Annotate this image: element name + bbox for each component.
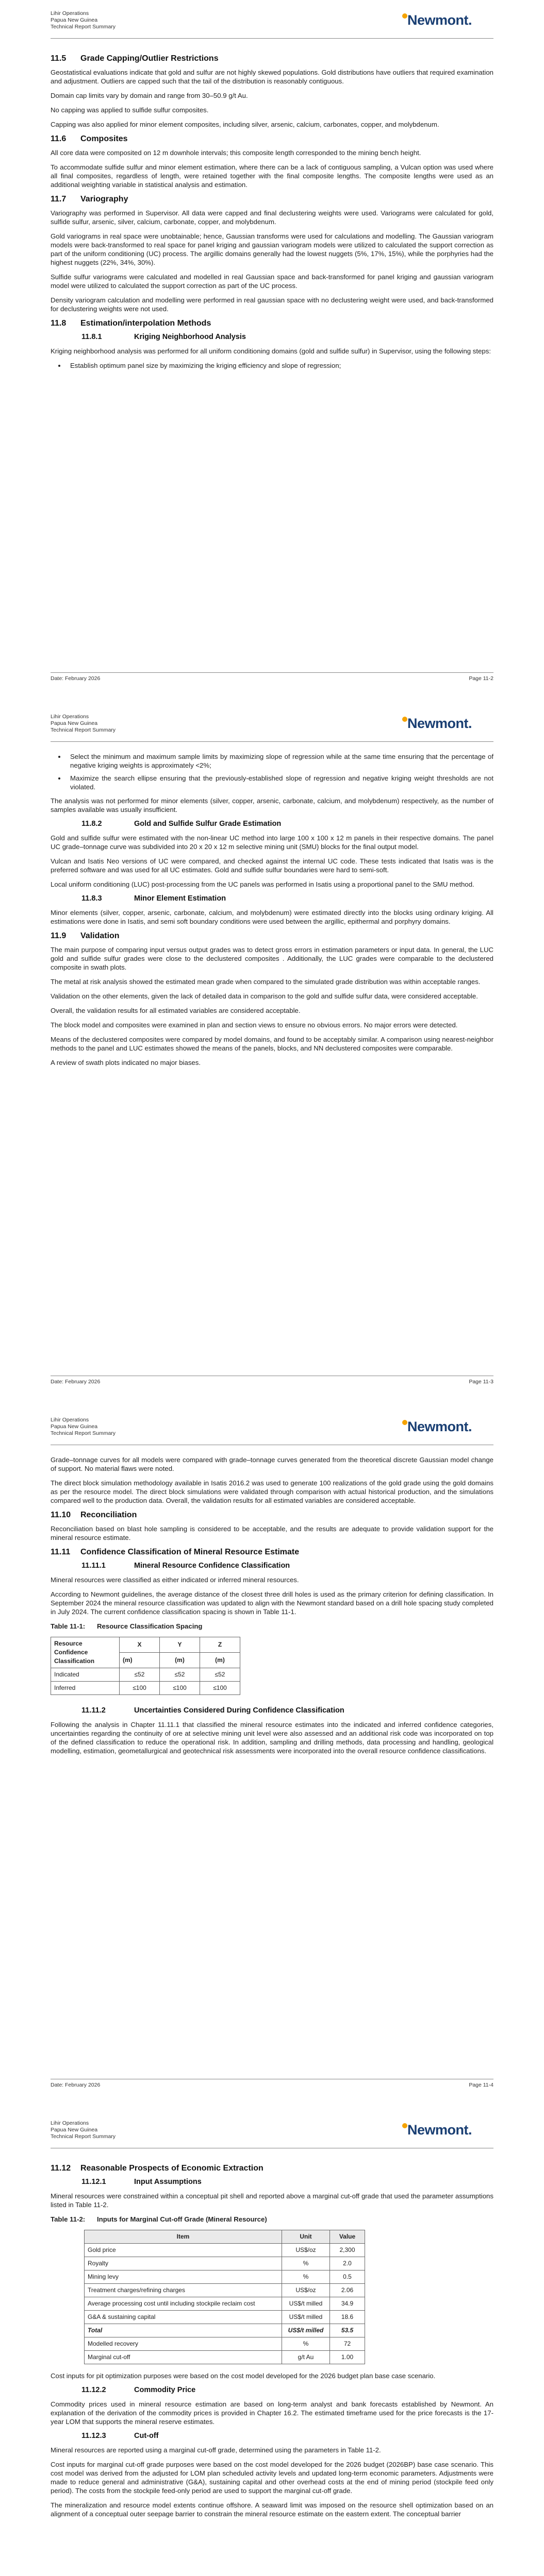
- section-heading: 11.5 Grade Capping/Outlier Restrictions: [51, 54, 219, 63]
- footer-page-number: Page 11-2: [469, 675, 493, 682]
- table-header: X: [120, 1637, 160, 1653]
- cutoff-inputs-table: [84, 2230, 365, 2364]
- logo-dot-icon: [402, 717, 407, 722]
- paragraph: Gold and sulfide sulfur were estimated with the non-linear UC method into large 100 x 100 x 12 m panels in their respective domains. The panel UC grade–tonnage curve was subdivided into 20 x 20 x 12 m selective mining unit (SMU) blocks for the final output model.: [51, 834, 493, 851]
- table-row: Indicated ≤52 ≤52 ≤52: [51, 1668, 240, 1682]
- section-heading: 11.9 Validation: [51, 931, 120, 940]
- page-header: [51, 714, 116, 734]
- page-header: [51, 1417, 116, 1437]
- paragraph: Gold variograms in real space were unobtainable; hence, Gaussian transforms were used for calculations and modelling. The Gaussian variogram models were back-transformed to real space for panel kriging and gaussian variogram models were utilized to calculated the support correction as part of the uniform conditioning (UC) process. The argillic domains generally had the lowest nuggets (5%, 17%, 15%), while the porphyries had the highest nuggets (22%, 34%, 30%).: [51, 232, 493, 266]
- header-line: Papua New Guinea: [51, 1423, 98, 1430]
- newmont-logo: Newmont.: [402, 12, 472, 28]
- paragraph: The mineralization and resource model extents continue offshore. A seaward limit was imposed on the resource shell optimization based on an alignment of a conceptual outer seepage barrier to constrain the mineral resource estimate on the eastern extent. The conceptual barrier: [51, 2501, 493, 2518]
- section-heading: 11.7 Variography: [51, 195, 128, 204]
- table-row: Gold price US$/oz 2,300: [85, 2244, 365, 2257]
- page-content: [51, 1455, 493, 1761]
- paragraph: The metal at risk analysis showed the estimated mean grade when compared to the simulated grade distribution was within acceptable ranges.: [51, 978, 481, 986]
- logo-dot-icon: [402, 13, 407, 19]
- page-11-3: [0, 703, 544, 1406]
- footer-date: Date: February 2026: [51, 2082, 101, 2088]
- table-header: (m): [160, 1653, 200, 1668]
- subsection-heading: 11.11.1 Mineral Resource Confidence Classification: [81, 1562, 290, 1570]
- bullet-list: [51, 752, 493, 791]
- subsection-heading: 11.12.3 Cut-off: [81, 2432, 159, 2440]
- table-caption: Table 11-1: Resource Classification Spacing: [51, 1622, 203, 1630]
- table-row-total: Total US$/t milled 53.5: [85, 2324, 365, 2337]
- list-item: • Establish optimum panel size by maximizing the kriging efficiency and slope of regression;: [66, 361, 493, 370]
- section-heading: 11.11 Confidence Classification of Mineral Resource Estimate: [51, 1548, 300, 1556]
- table-header: (m): [120, 1653, 160, 1668]
- bullet-list: [51, 361, 493, 370]
- table-row: Marginal cut-off g/t Au 1.00: [85, 2351, 365, 2364]
- page-content: [51, 752, 493, 1073]
- table-row: Royalty % 2.0: [85, 2257, 365, 2270]
- table-row: Average processing cost until including stockpile reclaim cost US$/t milled 34.9: [85, 2297, 365, 2311]
- table-header: Resource Confidence Classification: [51, 1637, 120, 1668]
- page-content: [51, 49, 493, 375]
- footer-page-number: Page 11-3: [469, 1379, 493, 1385]
- paragraph: The direct block simulation methodology available in Isatis 2016.2 was used to generate 100 realizations of the gold grade using the gold domains as per the resource model. The direct block simulations were validated through comparison with actual historical production, and the simulations compared well to the production data. Overall, the validation results for all estimated variables are considered acceptable.: [51, 1479, 493, 1504]
- paragraph: Density variogram calculation and modelling were performed in real gaussian space with no declustering weight were used, and back-transformed for declustering weights were not used.: [51, 296, 493, 313]
- paragraph: Overall, the validation results for all estimated variables are considered acceptable.: [51, 1007, 301, 1014]
- page-footer: [51, 2079, 493, 2088]
- header-line: Lihir Operations: [51, 2120, 89, 2126]
- header-line: Lihir Operations: [51, 714, 89, 720]
- logo-dot-icon: [402, 1420, 407, 1425]
- page-11-4: [0, 1406, 544, 2110]
- paragraph: All core data were composited on 12 m downhole intervals; this composite length corresponded to the mining bench height.: [51, 149, 421, 157]
- paragraph: Cost inputs for pit optimization purposes were based on the cost model developed for the 2026 budget plan base case scenario.: [51, 2372, 436, 2380]
- page-11-5: [0, 2110, 544, 2576]
- paragraph: Cost inputs for marginal cut-off grade purposes were based on the cost model developed for the 2026 budget (2026BP) base case scenario. This cost model was derived from the adjusted for LOM plan scheduled activity levels and updated long-term economic parameters. Adjustments were made to reduce general and administrative (G&A), sustaining capital and other overhead costs at the end of mining period (stockpile feed only period). The costs from the stockpile feed-only period are used to support the marginal cut-off grade.: [51, 2461, 493, 2495]
- paragraph: Validation on the other elements, given the lack of detailed data in comparison to the gold and sulfide sulfur data, were considered acceptable.: [51, 992, 478, 1000]
- paragraph: Kriging neighborhood analysis was performed for all uniform conditioning domains (gold and sulfide sulfur) in Supervisor, using the following steps:: [51, 347, 491, 355]
- page-header: [51, 10, 116, 30]
- paragraph: Geostatistical evaluations indicate that gold and sulfur are not highly skewed populations. Gold distributions have outliers that required examination and adjustment. Outliers are capped such that the tail of the distribution is reasonably contiguous.: [51, 69, 493, 85]
- newmont-logo: Newmont.: [402, 1419, 472, 1435]
- page-footer: [51, 1376, 493, 1385]
- page-11-2: [0, 0, 544, 703]
- table-row: G&A & sustaining capital US$/t milled 18.6: [85, 2311, 365, 2324]
- header-line: Technical Report Summary: [51, 1430, 116, 1436]
- subsection-heading: 11.8.1 Kriging Neighborhood Analysis: [81, 333, 246, 341]
- paragraph: Variography was performed in Supervisor. All data were capped and final declustering weights were used. Variograms were calculated for gold, sulfide sulfur, arsenic, silver, calcium, carbonate, copper, and molybdenum.: [51, 209, 493, 226]
- table-header: Unit: [282, 2230, 330, 2244]
- newmont-logo: Newmont.: [402, 2122, 472, 2138]
- paragraph: No capping was applied to sulfide sulfur composites.: [51, 106, 209, 114]
- paragraph: Local uniform conditioning (LUC) post-processing from the UC panels was performed in Isatis using a proportional panel to the SMU method.: [51, 880, 474, 888]
- list-item: • Select the minimum and maximum sample limits by maximizing slope of regression while at the same time ensuring that the percentage of negative kriging weights is approximately <2%;: [66, 752, 493, 770]
- section-heading: 11.6 Composites: [51, 134, 128, 143]
- table-row: Modelled recovery % 72: [85, 2337, 365, 2351]
- paragraph: Grade–tonnage curves for all models were compared with grade–tonnage curves generated from the theoretical discrete Gaussian model change of support. No material flaws were noted.: [51, 1456, 493, 1472]
- table-row: Treatment charges/refining charges US$/oz 2.06: [85, 2284, 365, 2297]
- subsection-heading: 11.8.2 Gold and Sulfide Sulfur Grade Estimation: [81, 820, 282, 828]
- header-divider: [51, 741, 493, 742]
- footer-date: Date: February 2026: [51, 675, 101, 682]
- table-header: Y: [160, 1637, 200, 1653]
- table-row: Inferred ≤100 ≤100 ≤100: [51, 1682, 240, 1695]
- paragraph: Domain cap limits vary by domain and range from 30–50.9 g/t Au.: [51, 92, 248, 99]
- paragraph: Mineral resources were classified as either indicated or inferred mineral resources.: [51, 1576, 299, 1584]
- subsection-heading: 11.12.1 Input Assumptions: [81, 2178, 202, 2186]
- table-header: Item: [85, 2230, 282, 2244]
- paragraph: Minor elements (silver, copper, arsenic, carbonate, calcium, and molybdenum) were estimated directly into the blocks using ordinary kriging. All estimations were done in Isatis, and semi soft boundary conditions were used between the argillic, epithermal and porphyry domains.: [51, 909, 493, 925]
- section-heading: 11.10 Reconciliation: [51, 1511, 137, 1519]
- header-divider: [51, 38, 493, 39]
- paragraph: The analysis was not performed for minor elements (silver, copper, arsenic, carbonate, calcium, and molybdenum) respectively, as the number of samples available was usually insufficient.: [51, 797, 493, 814]
- newmont-logo: Newmont.: [402, 716, 472, 732]
- table-header: Value: [330, 2230, 365, 2244]
- paragraph: Mineral resources are reported using a marginal cut-off grade, determined using the parameters in Table 11-2.: [51, 2446, 381, 2454]
- page-header: [51, 2120, 116, 2140]
- paragraph: Commodity prices used in mineral resource estimation are based on long-term analyst and bank forecasts established by Newmont. An explanation of the derivation of the commodity prices is provided in Chapter 16.2. The estimated timeframe used for the price forecasts is the 17-year LOM that supports the mineral reserve estimates.: [51, 2400, 493, 2426]
- classification-spacing-table: [51, 1637, 240, 1695]
- table-header: Z: [200, 1637, 240, 1653]
- paragraph: According to Newmont guidelines, the average distance of the closest three drill holes is used as the primary criterion for defining classification. In September 2024 the mineral resource classification was updated to align with the Newmont standard based on a drill hole spacing study completed in July 2024. The current confidence classification spacing is shown in Table 11-1.: [51, 1590, 493, 1616]
- footer-page-number: Page 11-4: [469, 2082, 493, 2088]
- list-item: • Maximize the search ellipse ensuring that the previously-established slope of regression and negative kriging weight thresholds are not violated.: [66, 774, 493, 791]
- paragraph: A review of swath plots indicated no major biases.: [51, 1059, 201, 1066]
- section-heading: 11.8 Estimation/interpolation Methods: [51, 319, 211, 328]
- paragraph: The block model and composites were examined in plan and section views to ensure no obvious errors. No major errors were detected.: [51, 1021, 458, 1029]
- header-line: Technical Report Summary: [51, 727, 116, 733]
- header-line: Technical Report Summary: [51, 24, 116, 30]
- header-line: Papua New Guinea: [51, 720, 98, 726]
- header-line: Technical Report Summary: [51, 2133, 116, 2140]
- paragraph: Following the analysis in Chapter 11.11.1 that classified the mineral resource estimates into the indicated and inferred confidence categories, uncertainties regarding the continuity of ore at selective mining unit level were also assessed and an additional risk code was incorporated on top of the defined classification to reduce the operational risk. In addition, sampling and drilling methods, data processing and handling, geological modelling, estimation, geometallurgical and geotechnical risk assessments were incorporated into the overall resource confidence classifications.: [51, 1721, 493, 1755]
- header-line: Papua New Guinea: [51, 17, 98, 23]
- paragraph: Mineral resources were constrained within a conceptual pit shell and reported above a marginal cut-off grade that used the parameter assumptions listed in Table 11-2.: [51, 2192, 493, 2209]
- paragraph: Vulcan and Isatis Neo versions of UC were compared, and checked against the internal UC code. These tests indicated that Isatis was is the preferred software and was used for all UC estimates. Gold and sulfide sulfur boundaries were hard to semi-soft.: [51, 857, 493, 874]
- section-heading: 11.12 Reasonable Prospects of Economic Extraction: [51, 2164, 263, 2173]
- paragraph: Sulfide sulfur variograms were calculated and modelled in real Gaussian space and back-transformed for panel kriging and gaussian variogram model were utilized to calculated the support correction as part of the UC process.: [51, 273, 493, 290]
- page-content: [51, 2159, 493, 2524]
- table-caption: Table 11-2: Inputs for Marginal Cut-off Grade (Mineral Resource): [51, 2215, 267, 2223]
- subsection-heading: 11.11.2 Uncertainties Considered During Confidence Classification: [81, 1706, 344, 1715]
- subsection-heading: 11.8.3 Minor Element Estimation: [81, 894, 226, 903]
- page-footer: [51, 672, 493, 682]
- footer-date: Date: February 2026: [51, 1379, 101, 1385]
- logo-dot-icon: [402, 2123, 407, 2128]
- paragraph: The main purpose of comparing input versus output grades was to detect gross errors in estimation parameters or input data. In general, the LUC gold and sulfide sulfur grades were close to the declustered composites . Additionally, the LUC grades were comparable to the declustered composite in swath plots.: [51, 946, 493, 971]
- table-row: Mining levy % 0.5: [85, 2270, 365, 2284]
- header-line: Lihir Operations: [51, 10, 89, 16]
- paragraph: Capping was also applied for minor element composites, including silver, arsenic, calcium, carbonates, copper, and molybdenum.: [51, 121, 439, 128]
- table-header: (m): [200, 1653, 240, 1668]
- paragraph: To accommodate sulfide sulfur and minor element estimation, where there can be a lack of contiguous sampling, a Vulcan option was used where all final composites, regardless of length, were retained together with the final composite lengths. The composite lengths were used as an additional weighting variable in statistical analysis and estimation.: [51, 163, 493, 189]
- paragraph: Means of the declustered composites were compared by model domains, and found to be acceptably similar. A comparison using nearest-neighbor methods to the panel and LUC estimates showed the means of the panels, blocks, and NN declustered composites were comparable.: [51, 1036, 493, 1052]
- header-line: Lihir Operations: [51, 1417, 89, 1423]
- header-line: Papua New Guinea: [51, 2127, 98, 2133]
- subsection-heading: 11.12.2 Commodity Price: [81, 2386, 196, 2394]
- paragraph: Reconciliation based on blast hole sampling is considered to be acceptable, and the results are adequate to provide validation support for the mineral resource estimate.: [51, 1525, 493, 1541]
